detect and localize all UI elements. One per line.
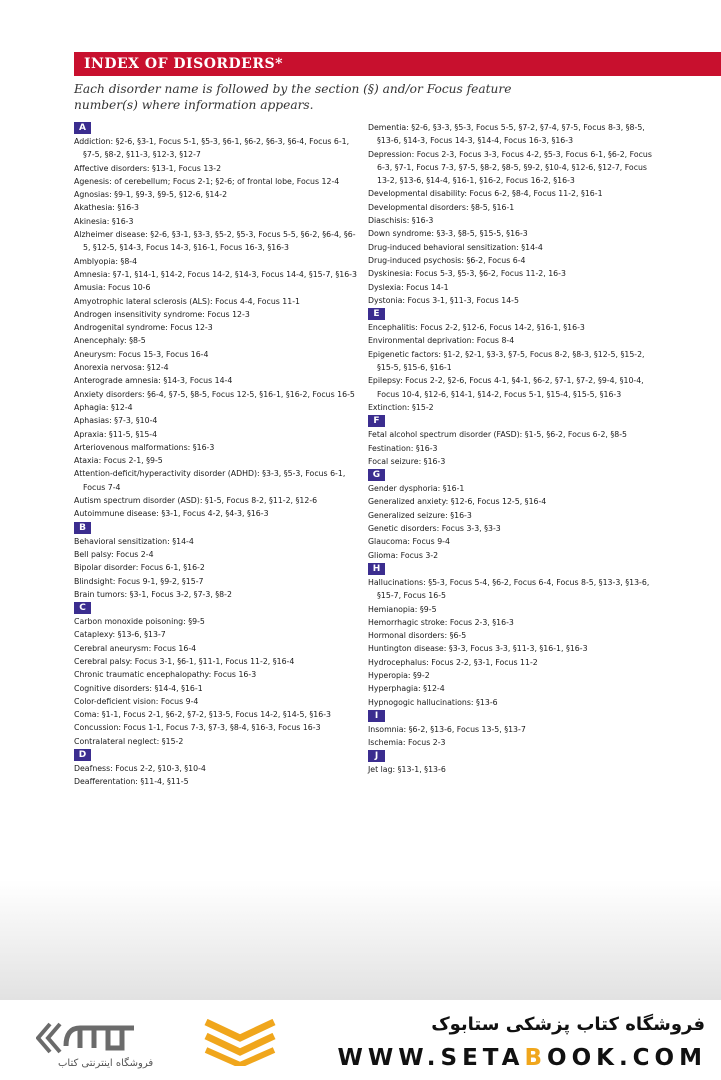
url-part-2: OOK.COM (547, 1045, 707, 1071)
right-column (368, 121, 660, 777)
index-entry: Deafferentation: §11-4, §11-5 (74, 777, 189, 787)
index-entry: Ataxia: Focus 2-1, §9-5 (74, 456, 163, 466)
index-section (368, 709, 660, 750)
left-column (74, 121, 358, 789)
index-entry: Anterograde amnesia: §14-3, Focus 14-4 (74, 376, 233, 386)
section-letter: G (368, 469, 385, 481)
index-entry: Dyskinesia: Focus 5-3, §5-3, §6-2, Focus 11-2, 16-3 (368, 269, 566, 279)
section-letter: H (368, 563, 385, 575)
index-entry: Developmental disorders: §8-5, §16-1 (368, 202, 515, 212)
shop-url[interactable] (338, 1045, 707, 1071)
index-entry: Fetal alcohol spectrum disorder (FASD): §1-5, §6-2, Focus 6-2, §8-5 (368, 430, 628, 440)
index-entry: Autism spectrum disorder (ASD): §1-5, Focus 8-2, §11-2, §12-6 (74, 496, 318, 506)
index-entry: Brain tumors: §3-1, Focus 3-2, §7-3, §8-2 (74, 589, 232, 599)
index-entry: Hemianopia: §9-5 (368, 604, 437, 614)
index-entry: Androgenital syndrome: Focus 12-3 (74, 323, 213, 333)
index-entry: Gender dysphoria: §16-1 (368, 484, 465, 494)
url-part-1: WWW.SETA (337, 1045, 525, 1071)
index-entry: Generalized anxiety: §12-6, Focus 12-5, §16-4 (368, 497, 547, 507)
index-entry: Diaschisis: §16-3 (368, 216, 434, 226)
index-entry: Carbon monoxide poisoning: §9-5 (74, 617, 205, 627)
index-entry: Contralateral neglect: §15-2 (74, 736, 184, 746)
index-entry: Drug-induced behavioral sensitization: §14-4 (368, 242, 543, 252)
index-entry: Affective disorders: §13-1, Focus 13-2 (74, 163, 222, 173)
index-entry: Aphasias: §7-3, §10-4 (74, 416, 158, 426)
index-entry: Glioma: Focus 3-2 (368, 550, 439, 560)
store-footer (0, 1000, 721, 1080)
index-entry: Hyperopia: §9-2 (368, 670, 430, 680)
logo-caption: فروشگاه اینترنتی کتاب (58, 1058, 154, 1069)
index-entry: Dementia: §2-6, §3-3, §5-3, Focus 5-5, §7-2, §7-4, §7-5, Focus 8-3, §8-5, §13-6, §14-3, Focus 14-3, §14-4, Focus 16-3, §16-3 (368, 123, 645, 146)
index-entry: Blindsight: Focus 9-1, §9-2, §15-7 (74, 576, 204, 586)
index-entry: Amnesia: §7-1, §14-1, §14-2, Focus 14-2, §14-3, Focus 14-4, §15-7, §16-3 (74, 269, 357, 279)
index-entry: Arteriovenous malformations: §16-3 (74, 442, 215, 452)
index-entry: Developmental disability: Focus 6-2, §8-4, Focus 11-2, §16-1 (368, 189, 603, 199)
index-entry: Jet lag: §13-1, §13-6 (368, 765, 446, 775)
index-section (74, 121, 358, 521)
index-entry: Androgen insensitivity syndrome: Focus 12-3 (74, 309, 250, 319)
index-entry: Akinesia: §16-3 (74, 216, 134, 226)
index-entry: Ischemia: Focus 2-3 (368, 738, 446, 748)
index-entry: Amusia: Focus 10-6 (74, 283, 151, 293)
index-entry: Aphagia: §12-4 (74, 402, 133, 412)
index-entry: Extinction: §15-2 (368, 402, 434, 412)
index-entry: Addiction: §2-6, §3-1, Focus 5-1, §5-3, §6-1, §6-2, §6-3, §6-4, Focus 6-1, §7-5, §8-2, §11-3, §12-3, §12-7 (74, 137, 350, 160)
index-entry: Amblyopia: §8-4 (74, 256, 138, 266)
index-section (368, 468, 660, 562)
index-entry: Autoimmune disease: §3-1, Focus 4-2, §4-3, §16-3 (74, 509, 269, 519)
section-letter: I (368, 710, 385, 722)
index-section (74, 601, 358, 748)
index-entry: Epigenetic factors: §1-2, §2-1, §3-3, §7-5, Focus 8-2, §8-3, §12-5, §15-2, §15-5, §15-6, §16-1 (368, 349, 645, 373)
shop-name: فروشگاه کتاب پزشکی ستابوک (431, 1014, 705, 1035)
index-entry: Akathesia: §16-3 (74, 203, 139, 213)
section-letter: J (368, 750, 385, 762)
index-subtitle: Each disorder name is followed by the section (§) and/or Focus feature number(s) where information appears. (74, 82, 512, 112)
chevron-stack-icon (204, 1018, 276, 1066)
index-section (368, 749, 660, 776)
section-letter: E (368, 308, 385, 320)
index-entry: Huntington disease: §3-3, Focus 3-3, §11-3, §16-1, §16-3 (368, 644, 588, 654)
index-entry: Behavioral sensitization: §14-4 (74, 536, 194, 546)
index-entry: Agnosias: §9-1, §9-3, §9-5, §12-6, §14-2 (74, 190, 228, 200)
index-entry: Coma: §1-1, Focus 2-1, §6-2, §7-2, §13-5, Focus 14-2, §14-5, §16-3 (74, 710, 331, 720)
index-entry: Bipolar disorder: Focus 6-1, §16-2 (74, 563, 205, 573)
index-entry: Cognitive disorders: §14-4, §16-1 (74, 683, 203, 693)
index-entry: Aneurysm: Focus 15-3, Focus 16-4 (74, 349, 209, 359)
index-section (368, 121, 660, 307)
index-section (368, 414, 660, 468)
page-fade (0, 880, 721, 1000)
index-entry: Hyperphagia: §12-4 (368, 684, 445, 694)
index-entry: Down syndrome: §3-3, §8-5, §15-5, §16-3 (368, 229, 528, 239)
index-entry: Anencephaly: §8-5 (74, 336, 146, 346)
index-entry: Attention-deficit/hyperactivity disorder (ADHD): §3-3, §5-3, Focus 6-1, Focus 7-4 (74, 469, 346, 492)
index-entry: Cerebral palsy: Focus 3-1, §6-1, §11-1, Focus 11-2, §16-4 (74, 656, 295, 666)
index-entry: Color-deficient vision: Focus 9-4 (74, 696, 199, 706)
index-section (368, 562, 660, 709)
index-entry: Generalized seizure: §16-3 (368, 510, 472, 520)
section-letter: F (368, 415, 385, 427)
index-entry: Epilepsy: Focus 2-2, §2-6, Focus 4-1, §4-1, §6-2, §7-1, §7-2, §9-4, §10-4, Focus 10-4, §12-6, §14-1, §14-2, Focus 5-1, §15-4, §15-5, §16-3 (368, 376, 644, 399)
index-entry: Hormonal disorders: §6-5 (368, 631, 467, 641)
section-letter: B (74, 522, 91, 534)
index-entry: Cerebral aneurysm: Focus 16-4 (74, 643, 197, 653)
index-entry: Hypnogogic hallucinations: §13-6 (368, 697, 498, 707)
section-letter: A (74, 122, 91, 134)
index-entry: Agenesis: of cerebellum; Focus 2-1; §2-6; of frontal lobe, Focus 12-4 (74, 176, 340, 186)
index-entry: Chronic traumatic encephalopathy: Focus 16-3 (74, 670, 257, 680)
index-entry: Depression: Focus 2-3, Focus 3-3, Focus 4-2, §5-3, Focus 6-1, §6-2, Focus 6-3, §7-1, Focus 7-3, §7-5, §8-2, §8-5, §9-2, §10-4, §12-6, §12-7, Focus 13-2, §13-6, §14-4, §16-1, §16-2, Focus 16-2, §16-3 (368, 149, 652, 186)
setabook-logo-icon (36, 1018, 136, 1062)
index-entry: Cataplexy: §13-6, §13-7 (74, 630, 166, 640)
section-letter: D (74, 749, 91, 761)
section-letter: C (74, 602, 91, 614)
index-entry: Apraxia: §11-5, §15-4 (74, 429, 158, 439)
index-entry: Genetic disorders: Focus 3-3, §3-3 (368, 524, 501, 534)
index-entry: Insomnia: §6-2, §13-6, Focus 13-5, §13-7 (368, 724, 526, 734)
url-accent: B (524, 1045, 548, 1071)
index-section (368, 307, 660, 414)
index-entry: Hallucinations: §5-3, Focus 5-4, §6-2, Focus 6-4, Focus 8-5, §13-3, §13-6, §15-7, Focus 16-5 (368, 577, 650, 601)
index-entry: Anxiety disorders: §6-4, §7-5, §8-5, Focus 12-5, §16-1, §16-2, Focus 16-5 (74, 389, 355, 399)
index-title-banner: INDEX OF DISORDERS* (74, 52, 721, 76)
index-entry: Dystonia: Focus 3-1, §11-3, Focus 14-5 (368, 295, 519, 305)
index-entry: Dyslexia: Focus 14-1 (368, 282, 449, 292)
index-entry: Festination: §16-3 (368, 443, 438, 453)
index-entry: Amyotrophic lateral sclerosis (ALS): Focus 4-4, Focus 11-1 (74, 296, 301, 306)
index-entry: Hydrocephalus: Focus 2-2, §3-1, Focus 11-2 (368, 657, 538, 667)
index-section (74, 521, 358, 601)
index-entry: Alzheimer disease: §2-6, §3-1, §3-3, §5-2, §5-3, Focus 5-5, §6-2, §6-4, §6-5, §12-5, §14-3, Focus 14-3, §16-1, Focus 16-3, §16-3 (74, 230, 356, 253)
index-entry: Anorexia nervosa: §12-4 (74, 363, 169, 373)
index-entry: Deafness: Focus 2-2, §10-3, §10-4 (74, 764, 206, 774)
index-entry: Concussion: Focus 1-1, Focus 7-3, §7-3, §8-4, §16-3, Focus 16-3 (74, 723, 321, 733)
index-entry: Encephalitis: Focus 2-2, §12-6, Focus 14-2, §16-1, §16-3 (368, 323, 585, 333)
index-entry: Hemorrhagic stroke: Focus 2-3, §16-3 (368, 617, 514, 627)
index-entry: Glaucoma: Focus 9-4 (368, 537, 450, 547)
index-entry: Bell palsy: Focus 2-4 (74, 549, 154, 559)
index-entry: Environmental deprivation: Focus 8-4 (368, 336, 515, 346)
index-entry: Drug-induced psychosis: §6-2, Focus 6-4 (368, 255, 526, 265)
index-entry: Focal seizure: §16-3 (368, 456, 446, 466)
index-section (74, 748, 358, 789)
